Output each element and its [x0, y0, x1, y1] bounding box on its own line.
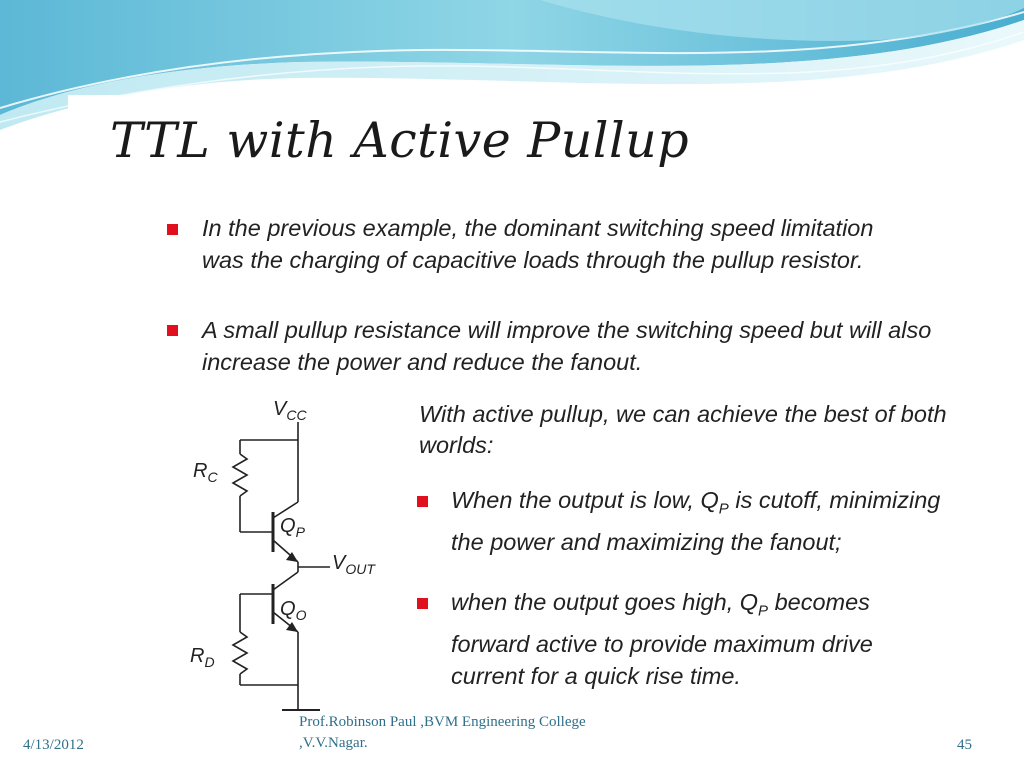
qo-label: $Q_O$ — [280, 598, 307, 623]
qp-subscript: P — [718, 500, 729, 518]
bullet-marker — [167, 224, 178, 235]
bullet-output-high-text: when the output goes high, Q — [451, 589, 759, 615]
rc-resistor-symbol — [233, 454, 247, 496]
rc-label: $R_C$ — [193, 460, 218, 485]
qp-subscript: P — [758, 602, 769, 620]
qo-collector-wire — [273, 572, 298, 590]
bullet-marker — [417, 496, 428, 507]
bullet-output-low — [451, 484, 951, 558]
footer-author-line1: Prof.Robinson Paul ,BVM Engineering College — [299, 714, 586, 730]
bullet-output-high — [451, 586, 951, 692]
footer-page-number: 45 — [957, 737, 972, 753]
bullet-output-low-text: When the output is low, Q — [451, 487, 719, 513]
vout-label: $V_{OUT}$ — [332, 552, 375, 577]
bullet-output-low-text-rest: is cutoff, minimizing the power and maximizing the fanout; — [451, 487, 941, 555]
footer-date: 4/13/2012 — [23, 737, 84, 753]
rd-resistor-symbol — [233, 632, 247, 674]
bullet-output-high-text-rest: becomes forward active to provide maximum drive current for a quick rise time. — [451, 589, 873, 689]
totem-pole-circuit-diagram — [185, 392, 395, 730]
active-pullup-intro: With active pullup, we can achieve the best of both worlds: — [419, 401, 947, 458]
rd-label: $R_D$ — [190, 645, 215, 670]
footer-author-line2: ,V.V.Nagar. — [299, 735, 368, 751]
bullet-marker — [167, 325, 178, 336]
qp-label: $Q_P$ — [280, 515, 305, 540]
bullet-marker — [417, 598, 428, 609]
slide-title: TTL with Active Pullup — [110, 112, 690, 169]
vcc-label: $V_{CC}$ — [273, 398, 307, 423]
bullet-pullup-resistance: A small pullup resistance will improve the switching speed but will also increase the power and reduce the fanout. — [202, 317, 932, 375]
bullet-switching-speed: In the previous example, the dominant switching speed limitation was the charging of capacitive loads through the pullup resistor. — [202, 215, 874, 273]
